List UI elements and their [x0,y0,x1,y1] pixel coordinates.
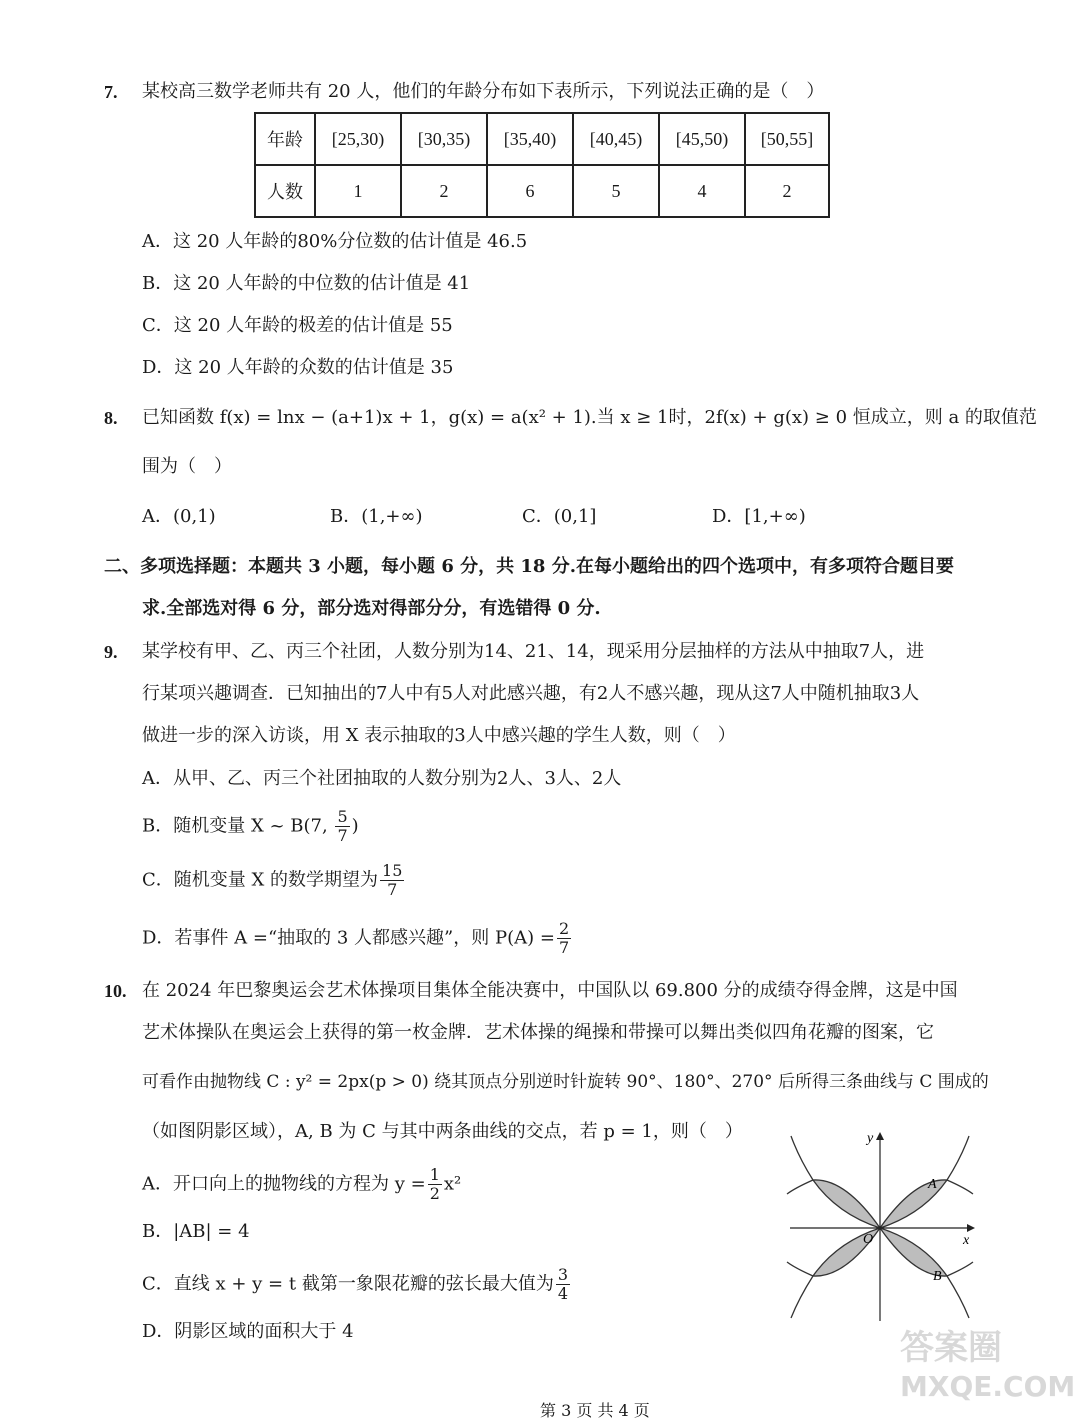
watermark-logo-text: 答案圈 [900,1328,1002,1368]
fraction [556,1266,570,1303]
q8-option-a: A．(0,1) [142,506,216,527]
fraction-denominator: 4 [557,1284,569,1303]
q8-option-b: B．(1,+∞) [330,506,423,527]
q8-stem-line2: 围为（ ） [142,456,232,477]
curve-arm [947,1276,969,1318]
watermark-url-text: MXQE.COM [900,1370,1076,1403]
table-cell: 2 [745,165,829,217]
q7-number: 7. [104,82,118,102]
section2-heading-line1: 二、多项选择题：本题共 3 小题，每小题 6 分，共 18 分.在每小题给出的四个选项中，有多项符合题目要 [104,556,954,577]
table-cell: 6 [487,165,573,217]
q9-option-d-prefix: D．若事件 A =“抽取的 3 人都感兴趣”，则 P(A) = [142,927,555,949]
table-header-cell: [25,30) [315,113,401,165]
age-distribution-table [254,112,830,218]
q7-stem: 某校高三数学老师共有 20 人，他们的年龄分布如下表所示，下列说法正确的是（ ） [142,81,825,102]
q10-stem-line4: （如图阴影区域），A, B 为 C 与其中两条曲线的交点，若 p = 1，则（ ） [142,1121,743,1142]
q8-option-d: D．[1,+∞) [712,506,806,527]
q8-number: 8. [104,408,118,428]
page-footer: 第 3 页 共 4 页 [540,1401,650,1420]
petal-upper-left [813,1180,880,1228]
q9-option-b-prefix: B．随机变量 X ~ B(7, [142,815,334,837]
fraction-numerator: 15 [382,861,403,880]
fraction-numerator: 2 [558,919,570,938]
q9-stem-line1: 某学校有甲、乙、丙三个社团，人数分别为14、21、14，现采用分层抽样的方法从中抽取7人，进 [142,641,925,662]
point-a-label: A [928,1177,937,1192]
table-cell: 4 [659,165,745,217]
four-petal-figure [785,1128,975,1323]
fraction [557,920,571,957]
table-header-cell: [50,55] [745,113,829,165]
curve-arm [947,1136,969,1180]
fraction-denominator: 7 [387,880,398,899]
fraction-denominator: 7 [558,938,570,957]
fraction [428,1166,442,1203]
petal-upper-right [880,1180,947,1228]
table-header-cell: [30,35) [401,113,487,165]
fraction-numerator: 3 [557,1265,569,1284]
q10-option-a [142,1166,461,1203]
x-axis-label: x [963,1233,970,1248]
q10-stem-line1: 在 2024 年巴黎奥运会艺术体操项目集体全能决赛中，中国队以 69.800 分的成绩夺得金牌，这是中国 [142,980,958,1001]
table-header-cell: [40,45) [573,113,659,165]
y-axis-label: y [867,1131,874,1146]
q9-option-c [142,862,406,899]
q10-option-c-prefix: C．直线 x + y = t 截第一象限花瓣的弦长最大值为 [142,1273,554,1295]
q9-option-b-suffix: ) [351,815,359,837]
fraction-denominator: 2 [429,1184,440,1203]
q7-option-c: C．这 20 人年龄的极差的估计值是 55 [142,315,453,336]
section2-heading-line2: 求.全部选对得 6 分，部分选对得部分分，有选错得 0 分. [142,598,601,619]
q9-option-a: A．从甲、乙、丙三个社团抽取的人数分别为2人、3人、2人 [142,768,622,789]
fraction-denominator: 7 [337,826,348,845]
curve-arm [791,1136,813,1180]
table-row [255,113,829,165]
q9-option-d [142,920,573,957]
fraction [380,862,404,899]
q9-stem-line2: 行某项兴趣调查．已知抽出的7人中有5人对此感兴趣，有2人不感兴趣，现从这7人中随机抽取3人 [142,683,920,704]
point-b-label: B [933,1269,942,1284]
table-header-cell: 年龄 [255,113,315,165]
curve-arm [787,1262,813,1276]
q7-option-b: B．这 20 人年龄的中位数的估计值是 41 [142,273,471,294]
q8-stem-line1: 已知函数 f(x) = lnx − (a+1)x + 1，g(x) = a(x² + 1).当 x ≥ 1时，2f(x) + g(x) ≥ 0 恒成立，则 a 的取值范 [142,407,1037,428]
curve-arm [947,1262,973,1276]
q10-stem-line3: 可看作由抛物线 C : y² = 2px(p > 0) 绕其顶点分别逆时针旋转 90°、180°、270° 后所得三条曲线与 C 围成的 [142,1072,989,1092]
fraction-numerator: 1 [429,1165,440,1184]
q7-option-a: A．这 20 人年龄的80%分位数的估计值是 46.5 [142,231,528,252]
q9-option-c-prefix: C．随机变量 X 的数学期望为 [142,869,379,891]
q10-option-b: B．|AB| = 4 [142,1221,250,1242]
q7-option-d: D．这 20 人年龄的众数的估计值是 35 [142,357,454,378]
q10-option-c [142,1266,572,1303]
curve-arm [787,1180,813,1194]
q10-option-a-suffix: x² [443,1173,462,1195]
q8-option-c: C．(0,1] [522,506,597,527]
q9-stem-line3: 做进一步的深入访谈，用 X 表示抽取的3人中感兴趣的学生人数，则（ ） [142,725,736,746]
origin-label: O [863,1232,874,1247]
table-row [255,165,829,217]
table-cell: 1 [315,165,401,217]
fraction-numerator: 5 [337,807,348,826]
curve-arm [791,1276,813,1318]
q10-number: 10. [104,981,127,1001]
table-header-cell: [35,40) [487,113,573,165]
curve-arm [947,1180,973,1194]
table-cell: 2 [401,165,487,217]
y-axis-arrow [876,1132,884,1140]
x-axis-arrow [967,1224,975,1232]
q10-stem-line2: 艺术体操队在奥运会上获得的第一枚金牌．艺术体操的绳操和带操可以舞出类似四角花瓣的图案，它 [142,1022,934,1043]
table-cell: 人数 [255,165,315,217]
q10-option-d: D．阴影区域的面积大于 4 [142,1321,354,1342]
q9-option-b [142,808,359,845]
table-header-cell: [45,50) [659,113,745,165]
q10-option-a-prefix: A．开口向上的抛物线的方程为 y = [142,1173,426,1195]
q9-number: 9. [104,642,118,662]
fraction [335,808,349,845]
table-cell: 5 [573,165,659,217]
